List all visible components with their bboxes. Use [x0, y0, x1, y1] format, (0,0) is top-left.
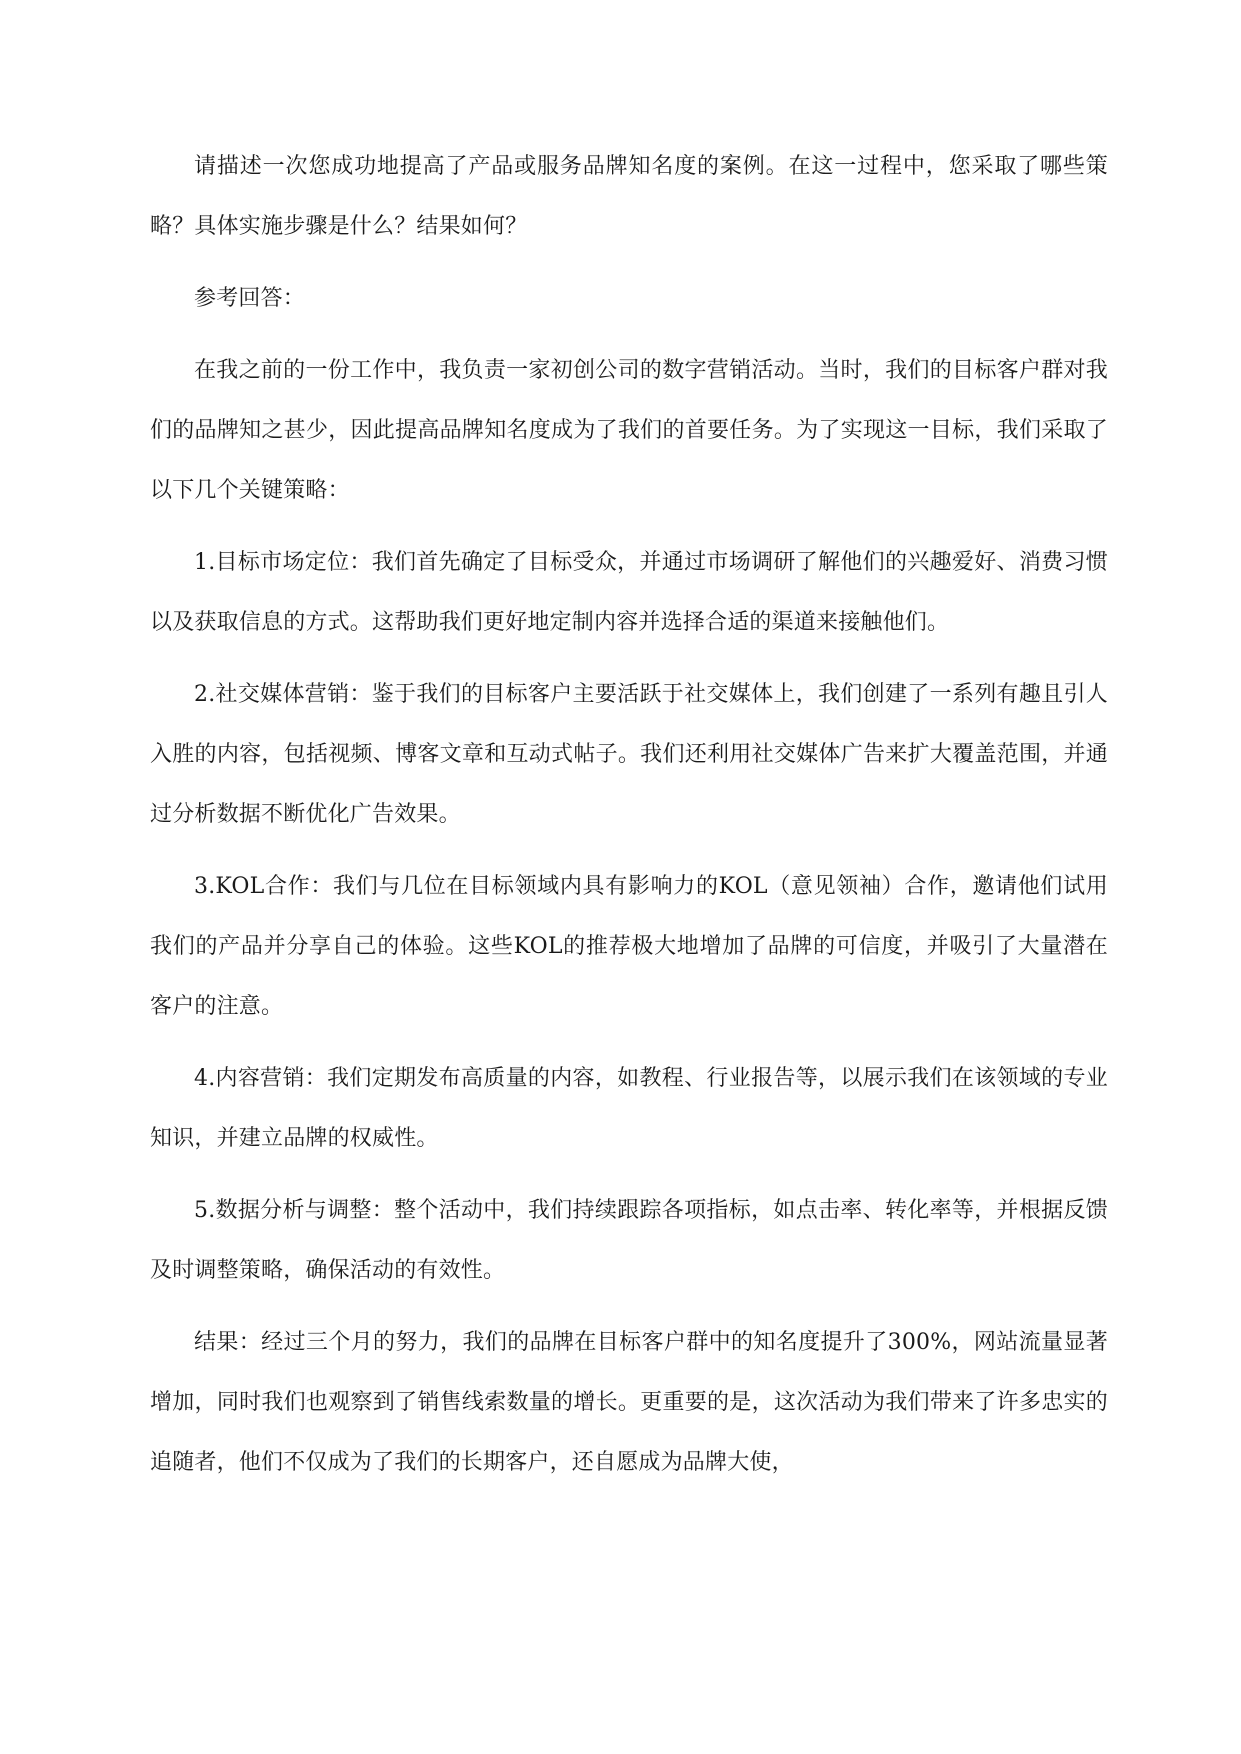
strategy-item-1: 1.目标市场定位：我们首先确定了目标受众，并通过市场调研了解他们的兴趣爱好、消费习惯以及获取信息的方式。这帮助我们更好地定制内容并选择合适的渠道来接触他们。: [150, 550, 1108, 635]
answer-heading: 参考回答：: [194, 286, 306, 311]
question-paragraph: 请描述一次您成功地提高了产品或服务品牌知名度的案例。在这一过程中，您采取了哪些策略？具体实施步骤是什么？结果如何？: [150, 154, 1108, 239]
strategy-item-2: 2.社交媒体营销：鉴于我们的目标客户主要活跃于社交媒体上，我们创建了一系列有趣且引人入胜的内容，包括视频、博客文章和互动式帖子。我们还利用社交媒体广告来扩大覆盖范围，并通过分析数据不断优化广告效果。: [150, 682, 1108, 827]
intro-paragraph: 在我之前的一份工作中，我负责一家初创公司的数字营销活动。当时，我们的目标客户群对我们的品牌知之甚少，因此提高品牌知名度成为了我们的首要任务。为了实现这一目标，我们采取了以下几个关键策略：: [150, 358, 1108, 503]
strategy-item-4: 4.内容营销：我们定期发布高质量的内容，如教程、行业报告等，以展示我们在该领域的专业知识，并建立品牌的权威性。: [150, 1066, 1108, 1151]
result-paragraph: 结果：经过三个月的努力，我们的品牌在目标客户群中的知名度提升了300%，网站流量显著增加，同时我们也观察到了销售线索数量的增长。更重要的是，这次活动为我们带来了许多忠实的追随者，他们不仅成为了我们的长期客户，还自愿成为品牌大使，: [150, 1330, 1108, 1475]
strategy-item-3: 3.KOL合作：我们与几位在目标领域内具有影响力的KOL（意见领袖）合作，邀请他们试用我们的产品并分享自己的体验。这些KOL的推荐极大地增加了品牌的可信度，并吸引了大量潜在客户的注意。: [150, 874, 1108, 1019]
strategy-item-5: 5.数据分析与调整：整个活动中，我们持续跟踪各项指标，如点击率、转化率等，并根据反馈及时调整策略，确保活动的有效性。: [150, 1198, 1108, 1283]
document-page: [150, 137, 1108, 1505]
